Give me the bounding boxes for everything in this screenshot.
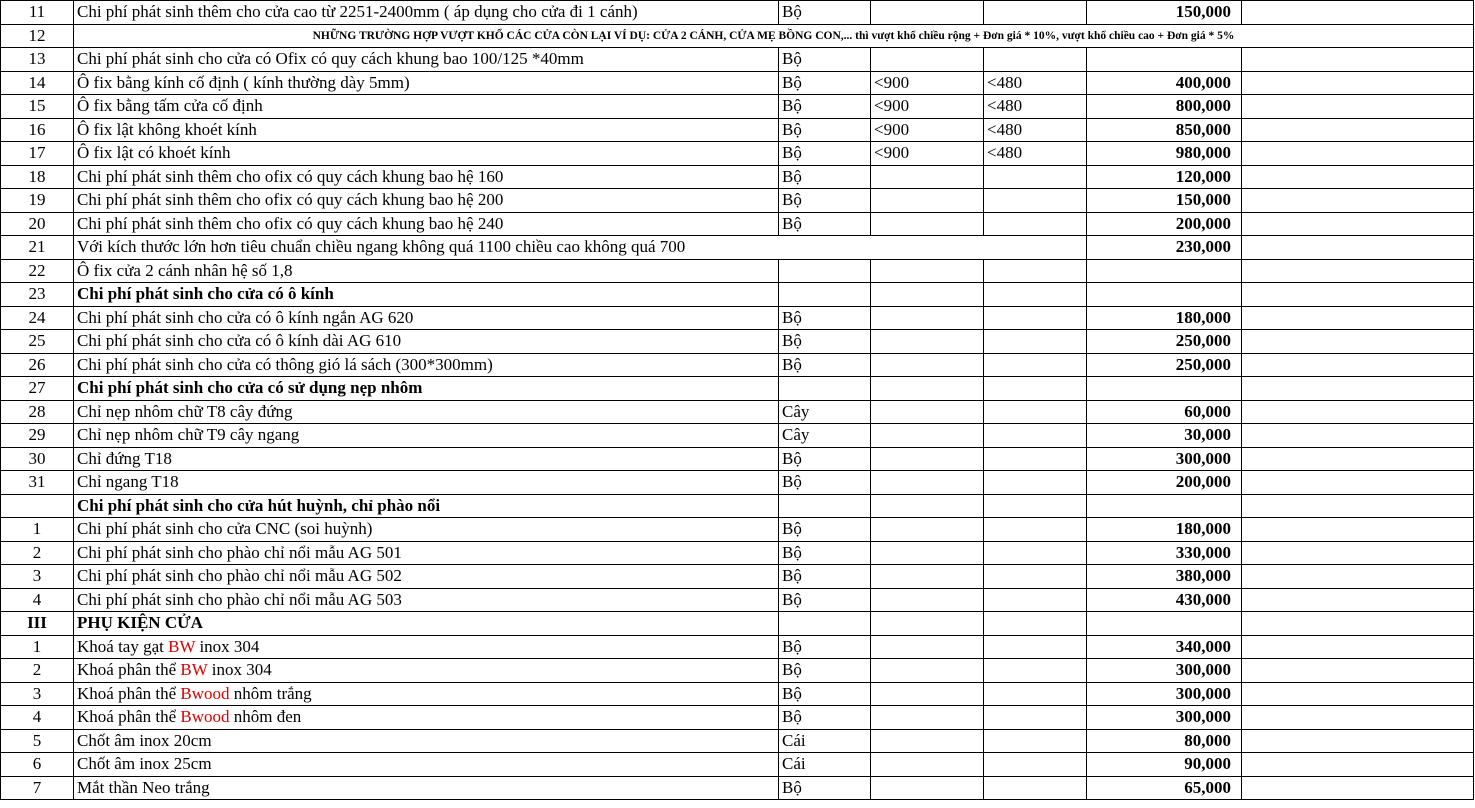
- row-number: 31: [1, 471, 74, 495]
- table-row: [1, 447, 1474, 471]
- item-description: Chi phí phát sinh thêm cho ofix có quy cách khung bao hệ 240: [74, 212, 779, 236]
- item-width: <900: [871, 142, 984, 166]
- item-width: [871, 612, 984, 636]
- item-description-text: Khoá tay gạt: [77, 636, 169, 656]
- row-number: 20: [1, 212, 74, 236]
- brand-name: BW: [180, 660, 208, 680]
- item-price: 250,000: [1087, 330, 1242, 354]
- item-height: [984, 659, 1087, 683]
- empty-cell: [1242, 682, 1474, 706]
- row-number: 2: [1, 659, 74, 683]
- table-row: [1, 518, 1474, 542]
- row-number: 5: [1, 729, 74, 753]
- item-unit: Bộ: [779, 635, 871, 659]
- brand-name: Bwood: [180, 683, 230, 703]
- item-height: [984, 729, 1087, 753]
- item-width: [871, 330, 984, 354]
- item-width: <900: [871, 71, 984, 95]
- item-price: 330,000: [1087, 541, 1242, 565]
- row-number: 22: [1, 259, 74, 283]
- item-description-text: Khoá phân thể: [77, 707, 181, 727]
- item-height: [984, 612, 1087, 636]
- item-price: 250,000: [1087, 353, 1242, 377]
- item-width: [871, 48, 984, 72]
- empty-cell: [1242, 48, 1474, 72]
- item-price: 430,000: [1087, 588, 1242, 612]
- item-height: [984, 588, 1087, 612]
- item-unit: Bộ: [779, 1, 871, 25]
- item-description: Ô fix lật có khoét kính: [74, 142, 779, 166]
- item-description: Chi phí phát sinh cho cửa có sử dụng nẹp nhôm: [74, 377, 779, 401]
- item-unit: [779, 283, 871, 307]
- item-height: [984, 306, 1087, 330]
- table-row: [1, 377, 1474, 401]
- empty-cell: [1242, 706, 1474, 730]
- item-price: 300,000: [1087, 659, 1242, 683]
- table-row: [1, 24, 1474, 48]
- table-body: [1, 1, 1474, 800]
- row-number: 30: [1, 447, 74, 471]
- row-number: 29: [1, 424, 74, 448]
- item-description: Chi phí phát sinh cho cửa có Ofix có quy cách khung bao 100/125 *40mm: [74, 48, 779, 72]
- item-unit: Bộ: [779, 48, 871, 72]
- item-height: [984, 189, 1087, 213]
- item-height: [984, 635, 1087, 659]
- item-height: <480: [984, 118, 1087, 142]
- item-description: Chi phí phát sinh cho cửa có thông gió lá sách (300*300mm): [74, 353, 779, 377]
- table-row: [1, 729, 1474, 753]
- item-width: [871, 565, 984, 589]
- row-number: 12: [1, 24, 74, 48]
- item-price: 80,000: [1087, 729, 1242, 753]
- empty-cell: [1242, 283, 1474, 307]
- item-unit: Bộ: [779, 118, 871, 142]
- row-number: 11: [1, 1, 74, 25]
- item-price: 400,000: [1087, 71, 1242, 95]
- item-unit: Bộ: [779, 541, 871, 565]
- row-number: 7: [1, 776, 74, 800]
- table-row: [1, 71, 1474, 95]
- row-number: 4: [1, 706, 74, 730]
- item-description: Chi phí phát sinh cho cửa có ô kính: [74, 283, 779, 307]
- row-number: 19: [1, 189, 74, 213]
- item-unit: Bộ: [779, 165, 871, 189]
- row-number: 15: [1, 95, 74, 119]
- item-description-suffix: nhôm đen: [229, 707, 302, 727]
- item-description: Chi phí phát sinh thêm cho cửa cao từ 2251-2400mm ( áp dụng cho cửa đi 1 cánh): [74, 1, 779, 25]
- item-description: Chi phí phát sinh cho cửa CNC (soi huỳnh): [74, 518, 779, 542]
- item-price: 200,000: [1087, 471, 1242, 495]
- empty-cell: [1242, 729, 1474, 753]
- item-width: [871, 682, 984, 706]
- empty-cell: [1242, 165, 1474, 189]
- item-price: [1087, 612, 1242, 636]
- item-height: [984, 565, 1087, 589]
- item-unit: Bộ: [779, 189, 871, 213]
- item-description: Chỉ đứng T18: [74, 447, 779, 471]
- table-row: [1, 189, 1474, 213]
- item-description: Ô fix bằng kính cố định ( kính thường dày 5mm): [74, 71, 779, 95]
- item-width: [871, 424, 984, 448]
- item-description-text: Khoá phân thể: [77, 683, 181, 703]
- table-row: [1, 353, 1474, 377]
- item-width: <900: [871, 95, 984, 119]
- item-price: 180,000: [1087, 306, 1242, 330]
- item-price: 65,000: [1087, 776, 1242, 800]
- table-row: [1, 659, 1474, 683]
- table-row: [1, 212, 1474, 236]
- item-height: <480: [984, 142, 1087, 166]
- row-number: 17: [1, 142, 74, 166]
- item-width: [871, 588, 984, 612]
- item-width: [871, 259, 984, 283]
- table-row: [1, 776, 1474, 800]
- empty-cell: [1242, 71, 1474, 95]
- item-description: Chỉ nẹp nhôm chữ T8 cây đứng: [74, 400, 779, 424]
- table-row: [1, 706, 1474, 730]
- item-height: <480: [984, 71, 1087, 95]
- row-number: 25: [1, 330, 74, 354]
- item-width: [871, 189, 984, 213]
- item-description: [74, 706, 779, 730]
- table-row: [1, 236, 1474, 260]
- item-description: Với kích thước lớn hơn tiêu chuẩn chiều ngang không quá 1100 chiều cao không quá 700: [74, 236, 1087, 260]
- item-width: [871, 447, 984, 471]
- item-width: [871, 494, 984, 518]
- table-row: [1, 541, 1474, 565]
- table-row: [1, 259, 1474, 283]
- item-description: Chỉ ngang T18: [74, 471, 779, 495]
- row-number: 1: [1, 518, 74, 542]
- item-description: [74, 635, 779, 659]
- table-row: [1, 588, 1474, 612]
- row-number: 1: [1, 635, 74, 659]
- empty-cell: [1242, 306, 1474, 330]
- item-price: [1087, 48, 1242, 72]
- item-height: [984, 753, 1087, 777]
- empty-cell: [1242, 612, 1474, 636]
- item-price: 230,000: [1087, 236, 1242, 260]
- item-unit: Bộ: [779, 330, 871, 354]
- item-unit: Bộ: [779, 95, 871, 119]
- item-price: 340,000: [1087, 635, 1242, 659]
- item-price: 980,000: [1087, 142, 1242, 166]
- item-description: Mắt thần Neo trắng: [74, 776, 779, 800]
- item-height: [984, 259, 1087, 283]
- empty-cell: [1242, 635, 1474, 659]
- row-number: 23: [1, 283, 74, 307]
- item-price: 30,000: [1087, 424, 1242, 448]
- empty-cell: [1242, 189, 1474, 213]
- item-width: [871, 776, 984, 800]
- item-height: [984, 283, 1087, 307]
- item-unit: Bộ: [779, 682, 871, 706]
- item-width: [871, 729, 984, 753]
- item-unit: Bộ: [779, 659, 871, 683]
- item-height: [984, 424, 1087, 448]
- item-unit: Cây: [779, 400, 871, 424]
- empty-cell: [1242, 212, 1474, 236]
- table-row: [1, 306, 1474, 330]
- item-width: [871, 753, 984, 777]
- item-height: [984, 776, 1087, 800]
- empty-cell: [1242, 541, 1474, 565]
- item-price: 150,000: [1087, 189, 1242, 213]
- item-width: [871, 541, 984, 565]
- table-row: [1, 612, 1474, 636]
- table-row: [1, 330, 1474, 354]
- item-height: [984, 48, 1087, 72]
- item-description: Chi phí phát sinh cho phào chỉ nổi mẫu AG 502: [74, 565, 779, 589]
- row-number: 21: [1, 236, 74, 260]
- empty-cell: [1242, 753, 1474, 777]
- table-row: [1, 635, 1474, 659]
- item-price: 180,000: [1087, 518, 1242, 542]
- item-width: [871, 518, 984, 542]
- item-height: <480: [984, 95, 1087, 119]
- item-description: Chi phí phát sinh thêm cho ofix có quy cách khung bao hệ 200: [74, 189, 779, 213]
- item-width: [871, 283, 984, 307]
- item-height: [984, 400, 1087, 424]
- table-row: [1, 95, 1474, 119]
- row-number: 6: [1, 753, 74, 777]
- row-number: 28: [1, 400, 74, 424]
- table-row: [1, 471, 1474, 495]
- empty-cell: [1242, 659, 1474, 683]
- empty-cell: [1242, 1, 1474, 25]
- empty-cell: [1242, 518, 1474, 542]
- item-height: [984, 541, 1087, 565]
- empty-cell: [1242, 353, 1474, 377]
- table-row: [1, 283, 1474, 307]
- table-row: [1, 165, 1474, 189]
- item-price: 150,000: [1087, 1, 1242, 25]
- empty-cell: [1242, 494, 1474, 518]
- item-unit: Bộ: [779, 353, 871, 377]
- item-unit: Bộ: [779, 306, 871, 330]
- item-width: [871, 306, 984, 330]
- empty-cell: [1242, 424, 1474, 448]
- item-height: [984, 682, 1087, 706]
- item-description: [74, 682, 779, 706]
- item-description: Chi phí phát sinh cho cửa có ô kính ngắn AG 620: [74, 306, 779, 330]
- item-height: [984, 471, 1087, 495]
- item-width: <900: [871, 118, 984, 142]
- item-unit: Bộ: [779, 447, 871, 471]
- empty-cell: [1242, 377, 1474, 401]
- item-description: Chi phí phát sinh cho phào chỉ nổi mẫu AG 501: [74, 541, 779, 565]
- row-number: [1, 494, 74, 518]
- empty-cell: [1242, 776, 1474, 800]
- table-row: [1, 400, 1474, 424]
- item-unit: Cái: [779, 753, 871, 777]
- item-height: [984, 165, 1087, 189]
- item-unit: Bộ: [779, 706, 871, 730]
- item-width: [871, 659, 984, 683]
- row-number: 16: [1, 118, 74, 142]
- item-height: [984, 1, 1087, 25]
- item-unit: [779, 259, 871, 283]
- item-price: [1087, 377, 1242, 401]
- item-description-text: Khoá phân thể: [77, 660, 181, 680]
- item-description: Chi phí phát sinh cho phào chỉ nổi mẫu AG 503: [74, 588, 779, 612]
- item-height: [984, 518, 1087, 542]
- item-price: 200,000: [1087, 212, 1242, 236]
- empty-cell: [1242, 400, 1474, 424]
- row-number: 13: [1, 48, 74, 72]
- item-unit: Bộ: [779, 776, 871, 800]
- item-price: 300,000: [1087, 706, 1242, 730]
- item-description: Ô fix cửa 2 cánh nhân hệ số 1,8: [74, 259, 779, 283]
- table-row: [1, 424, 1474, 448]
- item-price: 850,000: [1087, 118, 1242, 142]
- item-width: [871, 212, 984, 236]
- item-width: [871, 400, 984, 424]
- item-height: [984, 494, 1087, 518]
- item-description: Ô fix lật không khoét kính: [74, 118, 779, 142]
- item-height: [984, 706, 1087, 730]
- empty-cell: [1242, 565, 1474, 589]
- item-description: Chi phí phát sinh cho cửa có ô kính dài AG 610: [74, 330, 779, 354]
- item-unit: Bộ: [779, 471, 871, 495]
- row-number: 2: [1, 541, 74, 565]
- row-number: 18: [1, 165, 74, 189]
- item-height: [984, 447, 1087, 471]
- table-row: [1, 753, 1474, 777]
- item-unit: Bộ: [779, 212, 871, 236]
- item-width: [871, 706, 984, 730]
- item-price: 300,000: [1087, 447, 1242, 471]
- item-price: 300,000: [1087, 682, 1242, 706]
- empty-cell: [1242, 118, 1474, 142]
- item-unit: Bộ: [779, 588, 871, 612]
- item-price: 380,000: [1087, 565, 1242, 589]
- item-width: [871, 353, 984, 377]
- empty-cell: [1242, 330, 1474, 354]
- item-unit: Bộ: [779, 565, 871, 589]
- empty-cell: [1242, 95, 1474, 119]
- empty-cell: [1242, 142, 1474, 166]
- section-note: NHỮNG TRƯỜNG HỢP VƯỢT KHỔ CÁC CỬA CÒN LẠI VÍ DỤ: CỬA 2 CÁNH, CỬA MẸ BỒNG CON,... thì vượt khổ chiều rộng + Đơn giá * 10%, vượt khổ chiều cao + Đơn giá * 5%: [74, 24, 1474, 48]
- item-height: [984, 377, 1087, 401]
- item-height: [984, 330, 1087, 354]
- row-number: 3: [1, 682, 74, 706]
- item-description: Ô fix bằng tấm cửa cố định: [74, 95, 779, 119]
- row-number: 3: [1, 565, 74, 589]
- item-price: 120,000: [1087, 165, 1242, 189]
- item-width: [871, 1, 984, 25]
- table-row: [1, 1, 1474, 25]
- item-unit: Bộ: [779, 142, 871, 166]
- item-description: [74, 659, 779, 683]
- row-number: 24: [1, 306, 74, 330]
- brand-name: Bwood: [180, 707, 230, 727]
- item-description: Chốt âm inox 20cm: [74, 729, 779, 753]
- table-row: [1, 142, 1474, 166]
- item-price: [1087, 259, 1242, 283]
- empty-cell: [1242, 236, 1474, 260]
- row-number: III: [1, 612, 74, 636]
- item-unit: Bộ: [779, 518, 871, 542]
- item-unit: Cái: [779, 729, 871, 753]
- item-unit: [779, 494, 871, 518]
- empty-cell: [1242, 471, 1474, 495]
- row-number: 26: [1, 353, 74, 377]
- item-price: 90,000: [1087, 753, 1242, 777]
- row-number: 4: [1, 588, 74, 612]
- row-number: 14: [1, 71, 74, 95]
- item-description: Chi phí phát sinh cho cửa hút huỳnh, chỉ phào nổi: [74, 494, 779, 518]
- item-price: [1087, 494, 1242, 518]
- item-description-suffix: nhôm trắng: [229, 683, 312, 703]
- item-width: [871, 377, 984, 401]
- item-price: [1087, 283, 1242, 307]
- item-unit: Cây: [779, 424, 871, 448]
- item-unit: Bộ: [779, 71, 871, 95]
- table-row: [1, 48, 1474, 72]
- item-description: PHỤ KIỆN CỬA: [74, 612, 779, 636]
- row-number: 27: [1, 377, 74, 401]
- item-price: 60,000: [1087, 400, 1242, 424]
- table-row: [1, 565, 1474, 589]
- table-row: [1, 494, 1474, 518]
- item-description: Chỉ nẹp nhôm chữ T9 cây ngang: [74, 424, 779, 448]
- item-width: [871, 635, 984, 659]
- item-unit: [779, 377, 871, 401]
- item-height: [984, 212, 1087, 236]
- item-price: 800,000: [1087, 95, 1242, 119]
- empty-cell: [1242, 259, 1474, 283]
- item-width: [871, 471, 984, 495]
- item-width: [871, 165, 984, 189]
- table-row: [1, 682, 1474, 706]
- item-description: Chi phí phát sinh thêm cho ofix có quy cách khung bao hệ 160: [74, 165, 779, 189]
- brand-name: BW: [168, 636, 196, 656]
- empty-cell: [1242, 588, 1474, 612]
- empty-cell: [1242, 447, 1474, 471]
- item-unit: [779, 612, 871, 636]
- item-description-suffix: inox 304: [195, 636, 260, 656]
- item-height: [984, 353, 1087, 377]
- item-description: Chốt âm inox 25cm: [74, 753, 779, 777]
- item-description-suffix: inox 304: [207, 660, 272, 680]
- table-row: [1, 118, 1474, 142]
